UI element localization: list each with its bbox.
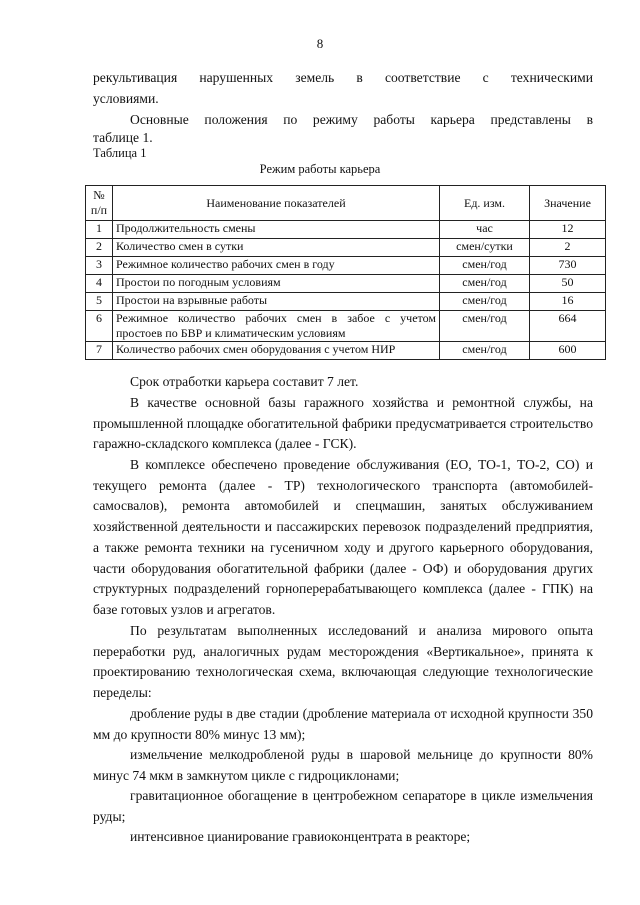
cell-num: 4 — [86, 275, 113, 293]
cell-num: 1 — [86, 221, 113, 239]
cell-name: Режимное количество рабочих смен в году — [113, 257, 440, 275]
header-name: Наименование показателей — [113, 186, 440, 221]
table-row — [86, 239, 606, 257]
paragraph: По результатам выполненных исследований и анализа мирового опыта переработки руд, аналогичных рудам месторождения «Вертикальное», принята к проектированию технологическая схема, включающая следующие технологические переделы: — [93, 623, 593, 701]
cell-value: 16 — [530, 293, 606, 311]
cell-num: 2 — [86, 239, 113, 257]
cell-name: Количество рабочих смен оборудования с учетом НИР — [113, 342, 440, 360]
cell-name: Продолжительность смены — [113, 221, 440, 239]
table-title: Режим работы карьера — [259, 162, 381, 176]
cell-value: 664 — [530, 311, 606, 342]
cell-unit: смен/год — [440, 275, 530, 293]
table-row — [86, 342, 606, 360]
cell-name: Простои по погодным условиям — [113, 275, 440, 293]
cell-value: 730 — [530, 257, 606, 275]
list-item: гравитационное обогащение в центробежном сепараторе в цикле измельчения руды; — [93, 788, 593, 824]
cell-value: 600 — [530, 342, 606, 360]
mode-table — [85, 185, 606, 360]
paragraph: В качестве основной базы гаражного хозяйства и ремонтной службы, на промышленной площадке обогатительной фабрики предусматривается строительство гаражно-складского комплекса (далее - ГСК). — [93, 395, 593, 452]
cell-unit: смен/год — [440, 342, 530, 360]
text-line: условиями. — [93, 91, 159, 106]
cell-num: 6 — [86, 311, 113, 342]
cell-num: 7 — [86, 342, 113, 360]
cell-unit: час — [440, 221, 530, 239]
cell-unit: смен/год — [440, 257, 530, 275]
paragraph: Срок отработки карьера составит 7 лет. — [130, 374, 359, 389]
cell-name: Режимное количество рабочих смен в забое с учетом простоев по БВР и климатическим условиям — [113, 311, 440, 342]
cell-unit: смен/год — [440, 311, 530, 342]
cell-value: 12 — [530, 221, 606, 239]
table-row — [86, 275, 606, 293]
cell-unit: смен/сутки — [440, 239, 530, 257]
cell-value: 50 — [530, 275, 606, 293]
list-item: измельчение мелкодробленой руды в шаровой мельнице до крупности 80% минус 74 мкм в замкнутом цикле с гидроциклонами; — [93, 747, 593, 783]
table-row — [86, 293, 606, 311]
text-line: таблице 1. — [93, 130, 153, 145]
header-value: Значение — [530, 186, 606, 221]
header-num: № п/п — [86, 186, 113, 221]
cell-name: Простои на взрывные работы — [113, 293, 440, 311]
table-header-row — [86, 186, 606, 221]
cell-unit: смен/год — [440, 293, 530, 311]
text-line: Основные положения по режиму работы карьера представлены в — [130, 112, 593, 127]
list-item: дробление руды в две стадии (дробление материала от исходной крупности 350 мм до крупности 80% минус 13 мм); — [93, 706, 593, 742]
cell-name: Количество смен в сутки — [113, 239, 440, 257]
table-label: Таблица 1 — [93, 146, 147, 160]
list-item: интенсивное цианирование гравиоконцентрата в реакторе; — [130, 829, 471, 844]
cell-value: 2 — [530, 239, 606, 257]
cell-num: 3 — [86, 257, 113, 275]
table-row — [86, 221, 606, 239]
paragraph: В комплексе обеспечено проведение обслуживания (ЕО, ТО-1, ТО-2, СО) и текущего ремонта (далее - ТР) технологического транспорта (автомобилей-самосвалов), ремонта автомобилей и спецмашин, занятых обслуживанием хозяйственной деятельности и пассажирских перевозок подразделений предприятия, а также ремонта техники на гусеничном ходу и другого карьерного оборудования, части оборудования обогатительной фабрики (далее - ОФ) и оборудования других структурных подразделений горноперерабатывающего комплекса (далее - ГПК) на базе готовых узлов и агрегатов. — [93, 457, 593, 617]
page-number: 8 — [316, 36, 324, 51]
text-line: рекультивация нарушенных земель в соответствие с техническими — [93, 70, 593, 85]
header-unit: Ед. изм. — [440, 186, 530, 221]
table-row — [86, 311, 606, 342]
cell-num: 5 — [86, 293, 113, 311]
table-row — [86, 257, 606, 275]
